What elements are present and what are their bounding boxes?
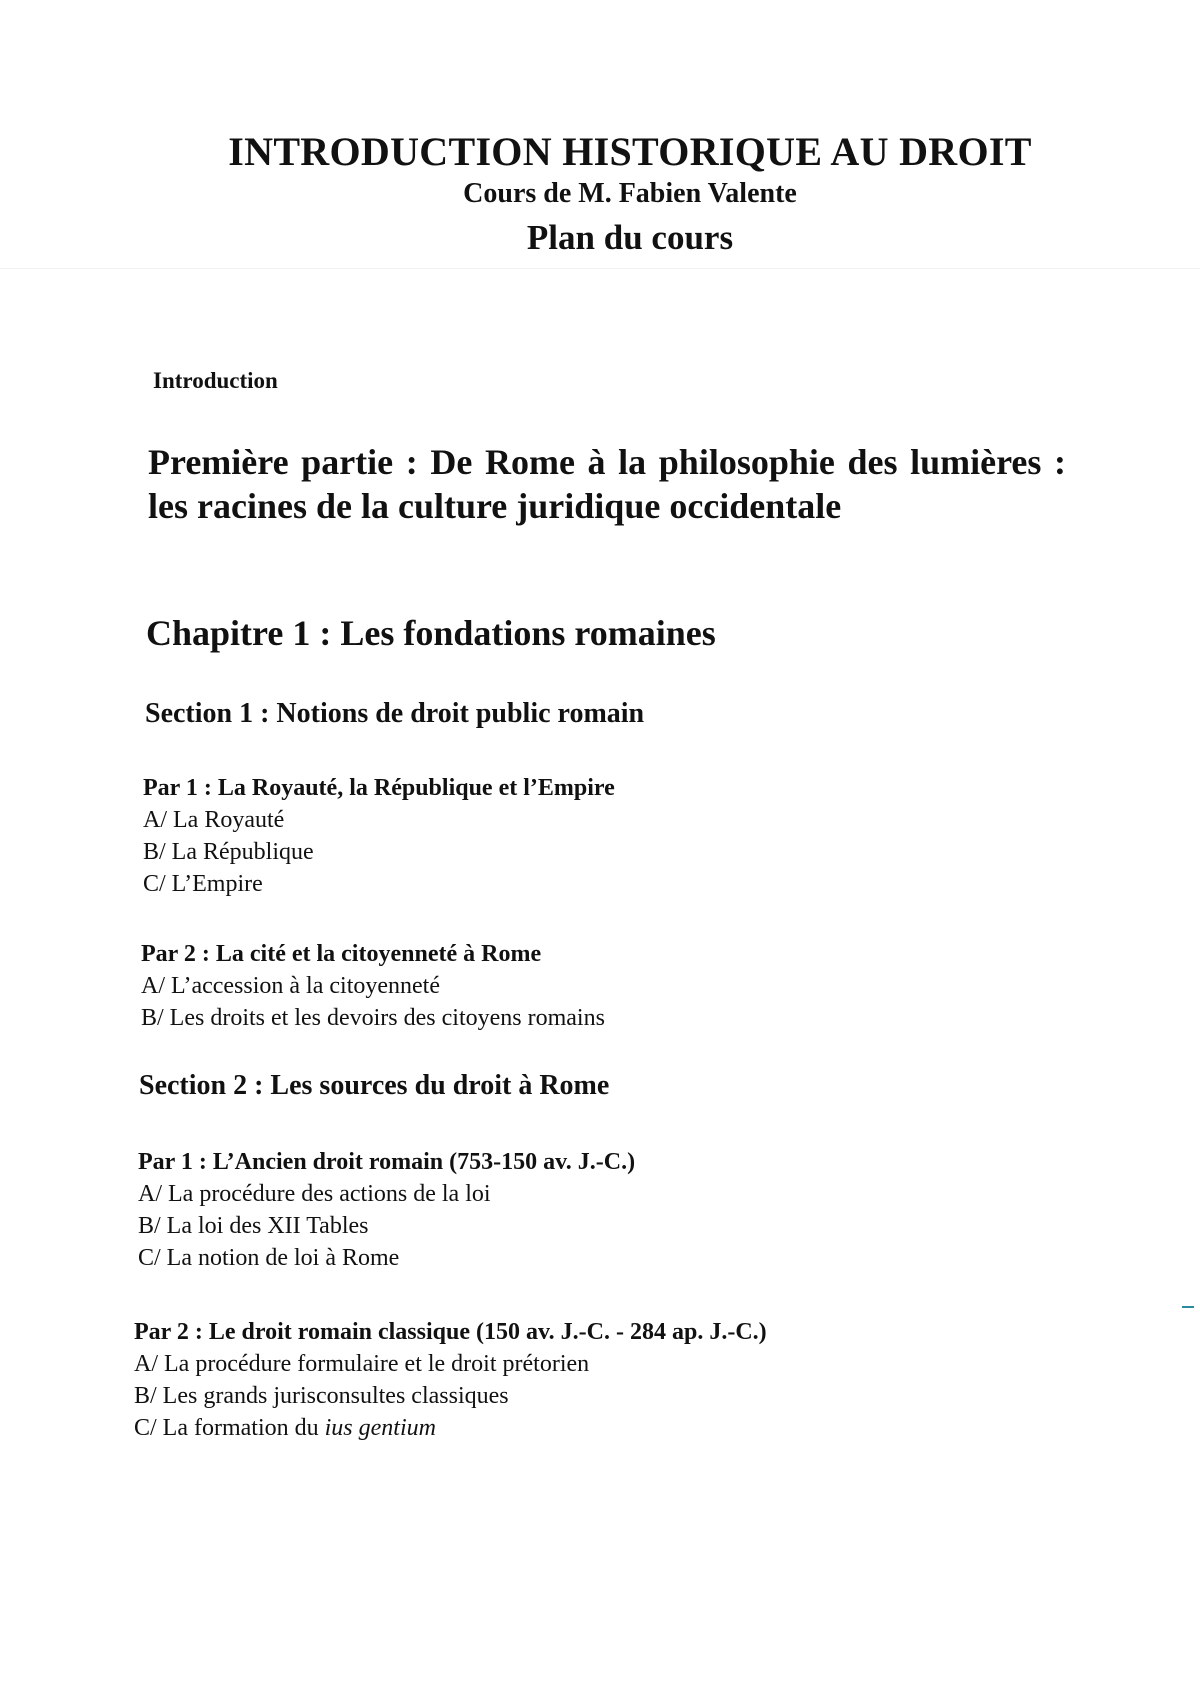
list-item: A/ La Royauté: [143, 807, 285, 833]
list-item: A/ L’accession à la citoyenneté: [141, 973, 440, 999]
latin-term: ius gentium: [324, 1415, 436, 1441]
part-heading: Première partie : De Rome à la philosophie des lumières : les racines de la culture juridique occidentale: [148, 442, 1066, 526]
section-1-par-1: [143, 772, 615, 900]
chapter-heading: Chapitre 1 : Les fondations romaines: [146, 613, 716, 653]
list-item: A/ La procédure formulaire et le droit prétorien: [134, 1351, 590, 1377]
section-2-par-2: [134, 1316, 767, 1444]
list-item: C/ L’Empire: [143, 871, 263, 897]
list-item: B/ Les droits et les devoirs des citoyens romains: [141, 1005, 605, 1031]
course-author: Cours de M. Fabien Valente: [463, 178, 797, 209]
plan-heading: Plan du cours: [526, 218, 734, 257]
par-title: Par 2 : La cité et la citoyenneté à Rome: [141, 941, 542, 967]
document-title: INTRODUCTION HISTORIQUE AU DROIT: [228, 129, 1032, 174]
introduction-heading: Introduction: [153, 368, 278, 393]
list-item-text: C/ La formation du: [134, 1415, 325, 1441]
par-title: Par 1 : L’Ancien droit romain (753-150 av. J.-C.): [138, 1149, 636, 1175]
par-title: Par 1 : La Royauté, la République et l’Empire: [143, 775, 615, 801]
par-title: Par 2 : Le droit romain classique (150 av. J.-C. - 284 ap. J.-C.): [134, 1319, 767, 1345]
scan-edge-mark: [1182, 1306, 1194, 1308]
section-1-heading: Section 1 : Notions de droit public romain: [145, 698, 645, 729]
list-item: B/ La loi des XII Tables: [138, 1213, 369, 1239]
list-item: [134, 1412, 767, 1444]
list-item: A/ La procédure des actions de la loi: [138, 1181, 491, 1207]
list-item: B/ Les grands jurisconsultes classiques: [134, 1383, 509, 1409]
section-1-par-2: [141, 938, 605, 1034]
section-2-par-1: [138, 1146, 635, 1274]
section-2-heading: Section 2 : Les sources du droit à Rome: [139, 1070, 610, 1101]
list-item: B/ La République: [143, 839, 314, 865]
scan-artifact-line: [0, 268, 1200, 269]
list-item: C/ La notion de loi à Rome: [138, 1245, 400, 1271]
